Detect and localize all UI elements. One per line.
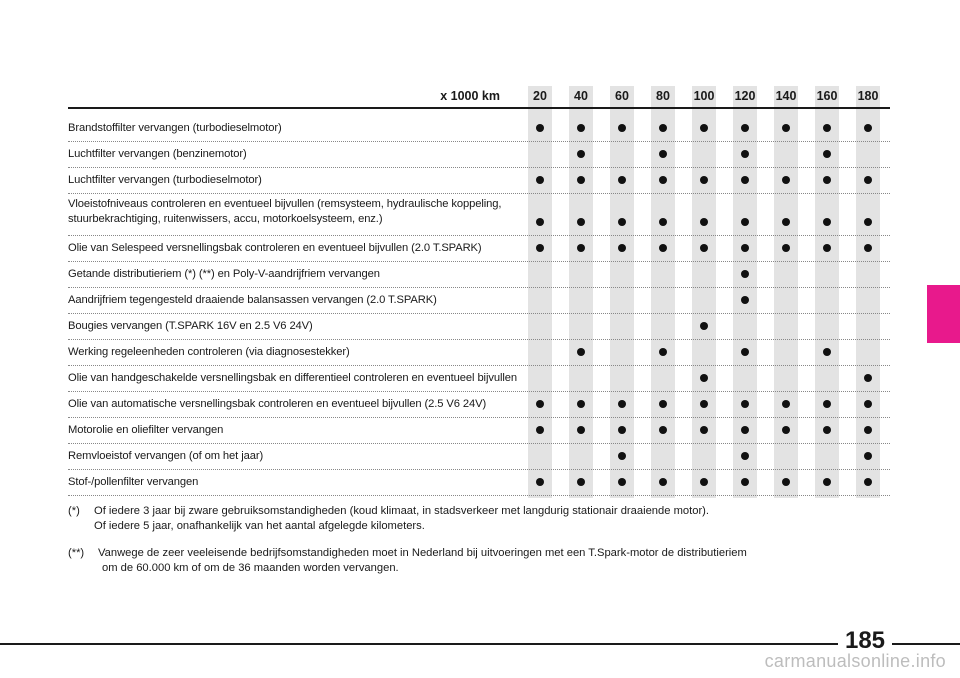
interval-dot-40 <box>577 478 585 486</box>
interval-dot-120 <box>741 348 749 356</box>
table-row <box>68 287 890 314</box>
interval-dot-20 <box>536 176 544 184</box>
footnote-text: Vanwege de zeer veeleisende bedrijfsomstandigheden moet in Nederland bij uitvoeringen met een T.Spark-motor de distributieriem <box>98 547 747 559</box>
interval-dot-160 <box>823 426 831 434</box>
interval-dot-20 <box>536 218 544 226</box>
interval-dot-180 <box>864 478 872 486</box>
interval-dot-80 <box>659 218 667 226</box>
interval-dot-80 <box>659 478 667 486</box>
interval-dot-180 <box>864 176 872 184</box>
row-label: Remvloeistof vervangen (of om het jaar) <box>68 450 264 462</box>
interval-dot-180 <box>864 400 872 408</box>
interval-dot-80 <box>659 348 667 356</box>
row-label: Werking regeleenheden controleren (via diagnosestekker) <box>68 346 350 358</box>
interval-dot-160 <box>823 124 831 132</box>
interval-dot-20 <box>536 478 544 486</box>
interval-header-100: 100 <box>693 89 715 103</box>
interval-dot-40 <box>577 426 585 434</box>
interval-dot-160 <box>823 150 831 158</box>
table-row <box>68 193 890 236</box>
interval-dot-180 <box>864 244 872 252</box>
interval-dot-140 <box>782 400 790 408</box>
table-row <box>68 339 890 366</box>
interval-dot-120 <box>741 478 749 486</box>
row-label: Luchtfilter vervangen (turbodieselmotor) <box>68 174 262 186</box>
footnote-text: Of iedere 5 jaar, onafhankelijk van het aantal afgelegde kilometers. <box>94 520 425 532</box>
interval-dot-120 <box>741 150 749 158</box>
interval-header-180: 180 <box>857 89 879 103</box>
watermark: carmanualsonline.info <box>764 651 946 671</box>
interval-dot-120 <box>741 400 749 408</box>
interval-dot-180 <box>864 426 872 434</box>
interval-header-160: 160 <box>816 89 838 103</box>
interval-header-120: 120 <box>734 89 756 103</box>
row-label: Olie van Selespeed versnellingsbak controleren en eventueel bijvullen (2.0 T.SPARK) <box>68 242 482 254</box>
footer-rule-right <box>892 643 960 645</box>
interval-dot-140 <box>782 124 790 132</box>
footer-rule-left <box>0 643 838 645</box>
interval-dot-100 <box>700 374 708 382</box>
interval-dot-40 <box>577 176 585 184</box>
interval-header-40: 40 <box>574 89 588 103</box>
interval-dot-60 <box>618 244 626 252</box>
interval-dot-100 <box>700 400 708 408</box>
row-label: stuurbekrachtiging, ruitenwissers, accu, motorkoelsysteem, enz.) <box>68 213 383 225</box>
interval-dot-160 <box>823 244 831 252</box>
interval-dot-140 <box>782 478 790 486</box>
interval-dot-100 <box>700 322 708 330</box>
table-row <box>68 141 890 168</box>
table-row <box>68 235 890 262</box>
interval-dot-60 <box>618 124 626 132</box>
table-row <box>68 261 890 288</box>
interval-dot-20 <box>536 426 544 434</box>
table-row <box>68 115 890 142</box>
interval-dot-140 <box>782 218 790 226</box>
interval-dot-140 <box>782 426 790 434</box>
table-row <box>68 469 890 496</box>
page-number: 185 <box>844 627 886 654</box>
row-label: Luchtfilter vervangen (benzinemotor) <box>68 148 247 160</box>
interval-dot-140 <box>782 176 790 184</box>
table-row <box>68 313 890 340</box>
table-row <box>68 443 890 470</box>
interval-dot-20 <box>536 244 544 252</box>
interval-dot-120 <box>741 124 749 132</box>
interval-dot-60 <box>618 400 626 408</box>
row-label: Motorolie en oliefilter vervangen <box>68 424 224 436</box>
interval-dot-40 <box>577 244 585 252</box>
interval-dot-160 <box>823 348 831 356</box>
interval-dot-40 <box>577 124 585 132</box>
interval-dot-40 <box>577 218 585 226</box>
interval-dot-60 <box>618 426 626 434</box>
interval-dot-100 <box>700 124 708 132</box>
interval-dot-180 <box>864 124 872 132</box>
interval-dot-100 <box>700 426 708 434</box>
interval-dot-120 <box>741 426 749 434</box>
row-label: Aandrijfriem tegengesteld draaiende balansassen vervangen (2.0 T.SPARK) <box>68 294 437 306</box>
interval-dot-120 <box>741 176 749 184</box>
interval-dot-100 <box>700 176 708 184</box>
interval-dot-140 <box>782 244 790 252</box>
interval-dot-80 <box>659 150 667 158</box>
table-row <box>68 167 890 194</box>
interval-dot-20 <box>536 400 544 408</box>
interval-dot-120 <box>741 296 749 304</box>
interval-dot-160 <box>823 478 831 486</box>
interval-unit-label: x 1000 km <box>440 89 500 103</box>
footnote-text: Of iedere 3 jaar bij zware gebruiksomstandigheden (koud klimaat, in stadsverkeer met langdurig stationair draaiende motor). <box>94 505 710 517</box>
interval-dot-100 <box>700 244 708 252</box>
interval-dot-160 <box>823 176 831 184</box>
interval-header-140: 140 <box>775 89 797 103</box>
interval-dot-180 <box>864 452 872 460</box>
interval-dot-120 <box>741 452 749 460</box>
interval-dot-80 <box>659 176 667 184</box>
interval-header-80: 80 <box>656 89 670 103</box>
interval-dot-120 <box>741 270 749 278</box>
footnote <box>68 504 890 538</box>
interval-dot-80 <box>659 426 667 434</box>
row-label: Getande distributieriem (*) (**) en Poly-V-aandrijfriem vervangen <box>68 268 380 280</box>
interval-dot-160 <box>823 400 831 408</box>
interval-dot-80 <box>659 400 667 408</box>
row-label: Bougies vervangen (T.SPARK 16V en 2.5 V6 24V) <box>68 320 313 332</box>
interval-header-60: 60 <box>615 89 629 103</box>
interval-dot-60 <box>618 452 626 460</box>
footnote-mark: (*) <box>68 505 80 517</box>
row-label: Stof-/pollenfilter vervangen <box>68 476 199 488</box>
interval-dot-180 <box>864 218 872 226</box>
footnote <box>68 546 890 580</box>
interval-dot-40 <box>577 150 585 158</box>
header-rule <box>68 107 890 109</box>
interval-dot-20 <box>536 124 544 132</box>
interval-header-20: 20 <box>533 89 547 103</box>
interval-dot-100 <box>700 218 708 226</box>
row-label: Brandstoffilter vervangen (turbodieselmotor) <box>68 122 282 134</box>
row-label: Vloeistofniveaus controleren en eventueel bijvullen (remsysteem, hydraulische koppeling, <box>68 198 502 210</box>
interval-dot-60 <box>618 176 626 184</box>
footnote-text: om de 60.000 km of om de 36 maanden worden vervangen. <box>102 562 399 574</box>
table-row <box>68 391 890 418</box>
section-color-tab <box>927 285 960 343</box>
interval-dot-40 <box>577 400 585 408</box>
interval-dot-80 <box>659 124 667 132</box>
interval-dot-100 <box>700 478 708 486</box>
interval-dot-180 <box>864 374 872 382</box>
row-label: Olie van handgeschakelde versnellingsbak en differentieel controleren en eventueel bijvullen <box>68 372 517 384</box>
footnote-mark: (**) <box>68 547 85 559</box>
row-label: Olie van automatische versnellingsbak controleren en eventueel bijvullen (2.5 V6 24V) <box>68 398 487 410</box>
interval-dot-60 <box>618 218 626 226</box>
interval-dot-60 <box>618 478 626 486</box>
table-row <box>68 417 890 444</box>
interval-dot-80 <box>659 244 667 252</box>
interval-dot-40 <box>577 348 585 356</box>
table-row <box>68 365 890 392</box>
interval-dot-160 <box>823 218 831 226</box>
interval-dot-120 <box>741 244 749 252</box>
interval-dot-120 <box>741 218 749 226</box>
